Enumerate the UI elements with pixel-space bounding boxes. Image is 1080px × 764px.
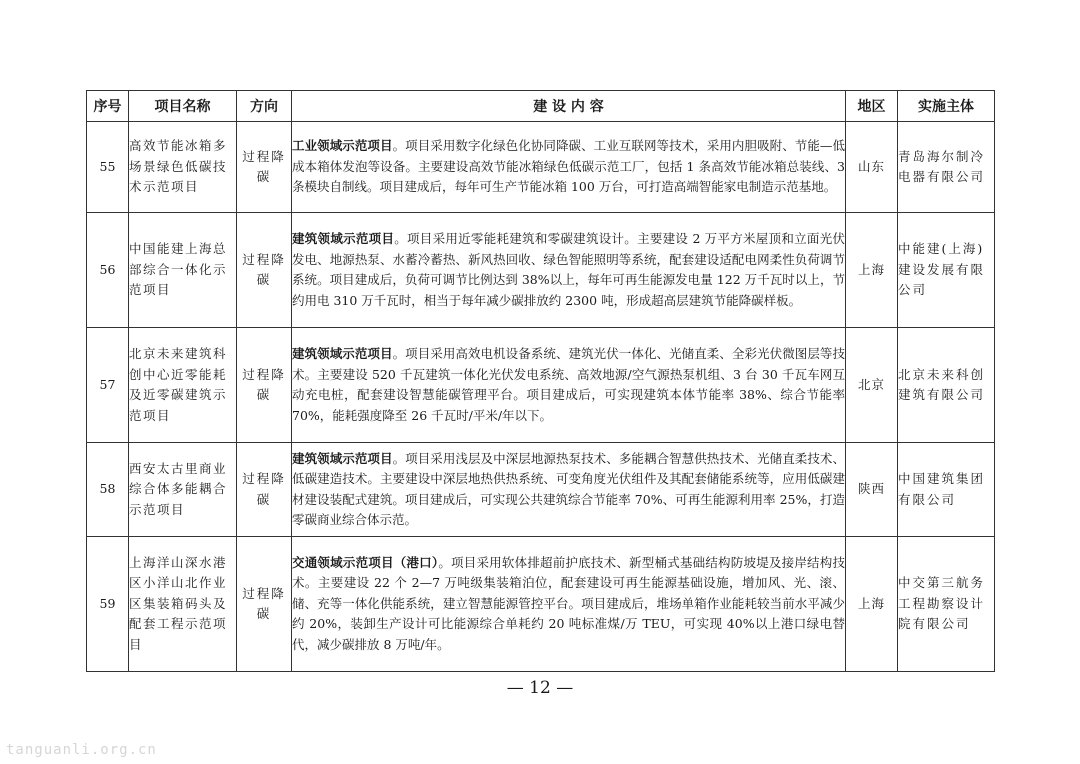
header-name: 项目名称 [129,91,237,122]
header-org: 实施主体 [898,91,995,122]
row-org: 青岛海尔制冷电器有限公司 [898,122,995,213]
row-num: 57 [87,328,129,443]
row-field: 交通领域示范项目（港口） [292,554,439,570]
row-content [292,443,846,537]
row-field: 建筑领域示范项目 [292,346,393,361]
table-header-row [87,91,995,122]
row-region: 陕西 [846,443,898,537]
row-org: 中交第三航务工程勘察设计院有限公司 [898,537,995,672]
header-content: 建 设 内 容 [292,91,846,122]
project-table [86,90,995,672]
row-direction: 过程降碳 [237,328,292,443]
row-field: 建筑领域示范项目 [292,450,393,466]
row-num: 55 [87,122,129,213]
header-direction: 方向 [237,91,292,122]
table-row [87,328,995,443]
watermark: tanguanli.org.cn [6,742,157,758]
row-region: 上海 [846,213,898,328]
row-org: 中国建筑集团有限公司 [898,443,995,537]
row-project-name: 西安太古里商业综合体多能耦合示范项目 [129,443,237,537]
row-content-text: 。项目采用软体排超前护底技术、新型桶式基础结构防坡堤及接岸结构技术。主要建设 22 个 2—7 万吨级集装箱泊位，配套建设可再生能源基础设施，增加风、光、滚、储、充等一体化供能系统，建立智慧能源管控平台。项目建成后，堆场单箱作业能耗较当前水平减少约 20%，装卸生产设计可比能源综合单耗约 20 吨标准煤/万 TEU，可实现 40%以上港口绿电替代，减少碳排放 8 万吨/年。 [292,554,845,652]
row-content [292,328,846,443]
row-content-text: 。项目采用近零能耗建筑和零碳建筑设计。主要建设 2 万平方米屋顶和立面光伏发电、地源热泵、水蓄冷蓄热、新风热回收、绿色智能照明等系统，配套建设适配电网柔性负荷调节系统。项目建成后，负荷可调节比例达到 38%以上，每年可再生能源发电量 122 万千瓦时以上，节约用电 310 万千瓦时，相当于每年减少碳排放约 2300 吨，形成超高层建筑节能降碳样板。 [292,231,845,308]
table-row [87,213,995,328]
row-org: 中能建(上海)建设发展有限公司 [898,213,995,328]
row-content-text: 。项目采用浅层及中深层地源热泵技术、多能耦合智慧供热技术、光储直柔技术、低碳建造技术。主要建设中深层地热供热系统、可变角度光伏组件及其配套储能系统等，应用低碳建材建设装配式建筑。项目建成后，可实现公共建筑综合节能率 70%、可再生能源利用率 25%，打造零碳商业综合体示范。 [292,450,845,527]
row-num: 56 [87,213,129,328]
table-row [87,537,995,672]
row-content [292,213,846,328]
row-direction: 过程降碳 [237,213,292,328]
row-num: 59 [87,537,129,672]
row-direction: 过程降碳 [237,537,292,672]
table-row [87,122,995,213]
row-project-name: 中国能建上海总部综合一体化示范项目 [129,213,237,328]
row-content-text: 。项目采用数字化绿色化协同降碳、工业互联网等技术，采用内胆吸附、节能—低成本箱体发泡等设备。主要建设高效节能冰箱绿色低碳示范工厂，包括 1 条高效节能冰箱总装线、3 条模块自制线。项目建成后，每年可生产节能冰箱 100 万台，可打造高端智能家电制造示范基地。 [292,138,845,195]
page-number: — 12 — [506,678,574,698]
row-direction: 过程降碳 [237,122,292,213]
row-content [292,122,846,213]
row-field: 工业领域示范项目 [292,138,393,154]
row-org: 北京未来科创建筑有限公司 [898,328,995,443]
table-row [87,443,995,537]
row-direction: 过程降碳 [237,443,292,537]
row-field: 建筑领域示范项目 [292,231,395,246]
row-project-name: 上海洋山深水港区小洋山北作业区集装箱码头及配套工程示范项目 [129,537,237,672]
row-region: 北京 [846,328,898,443]
row-content-text: 。项目采用高效电机设备系统、建筑光伏一体化、光储直柔、全彩光伏微图层等技术。主要建设 520 千瓦建筑一体化光伏发电系统、高效地源/空气源热泵机组、3 台 30 千瓦车网互动充电桩，配套建设智慧能碳管理平台。项目建成后，可实现建筑本体节能率 38%、综合节能率 70%，能耗强度降至 26 千瓦时/平米/年以下。 [292,346,845,423]
row-num: 58 [87,443,129,537]
row-region: 上海 [846,537,898,672]
row-content [292,537,846,672]
header-region: 地区 [846,91,898,122]
row-project-name: 北京未来建筑科创中心近零能耗及近零碳建筑示范项目 [129,328,237,443]
row-region: 山东 [846,122,898,213]
row-project-name: 高效节能冰箱多场景绿色低碳技术示范项目 [129,122,237,213]
header-num: 序号 [87,91,129,122]
